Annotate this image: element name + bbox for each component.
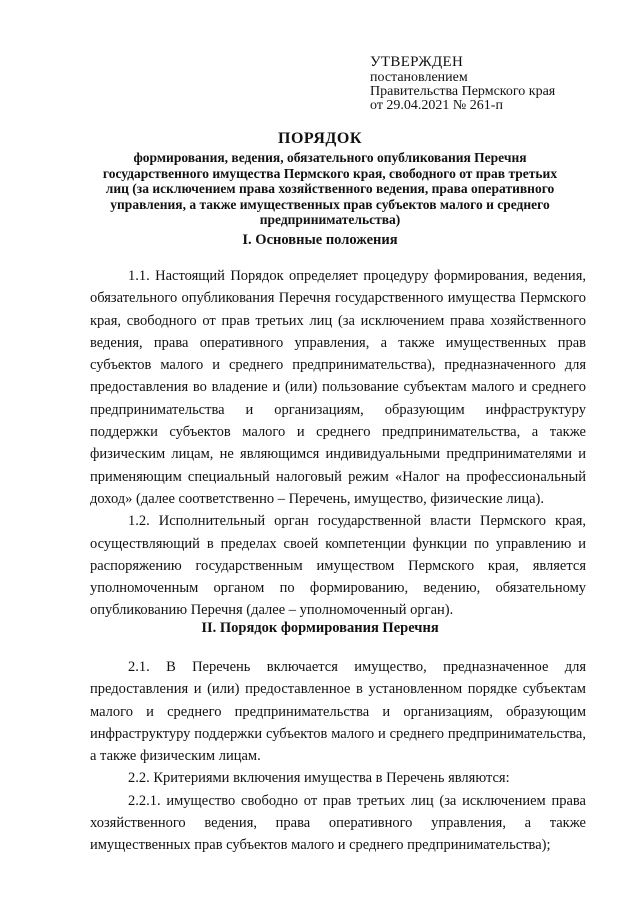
section-2-heading: II. Порядок формирования Перечня: [201, 620, 439, 636]
approval-heading: УТВЕРЖДЕН: [370, 54, 464, 70]
paragraph-1-1: 1.1. Настоящий Порядок определяет процедуру формирования, ведения, обязательного опубликования Перечня государственного имущества Пермского края, свободного от прав третьих лиц (за исключением права хозяйственного ведения, права оперативного управления, а также имущественных прав субъектов малого и среднего предпринимательства), предназначенного для предоставления во владение и (или) пользование субъектам малого и среднего предпринимательства и организациям, образующим инфраструктуру поддержки субъектов малого и среднего предпринимательства, а также физическим лицам, не являющимся индивидуальными предпринимателями и применяющим специальный налоговый режим «Налог на профессиональный доход» (далее соответственно – Перечень, имущество, физические лица).: [90, 268, 586, 507]
approval-stamp: [370, 55, 555, 113]
document-subtitle: формирования, ведения, обязательного опубликования Перечня государственного имущества Пермского края, свободного от прав третьих лиц (за исключением права хозяйственного ведения, права оперативного управления, а также имущественных прав субъектов малого и среднего предпринимательства): [102, 150, 558, 227]
approval-line-2: Правительства Пермского края: [370, 84, 556, 99]
approval-line-3: от 29.04.2021 № 261-п: [370, 98, 503, 113]
section-1-body: [90, 265, 586, 622]
section-2-body: [90, 656, 586, 857]
paragraph-2-2-1: 2.2.1. имущество свободно от прав третьих лиц (за исключением права хозяйственного ведения, права оперативного управления, а также имущественных прав субъектов малого и среднего предпринимательства);: [90, 792, 586, 854]
section-1-heading: I. Основные положения: [242, 232, 398, 248]
approval-line-1: постановлением: [370, 70, 468, 85]
paragraph-1-2: 1.2. Исполнительный орган государственной власти Пермского края, осуществляющий в пределах своей компетенции функции по управлению и распоряжению государственным имуществом Пермского края, является уполномоченным органом по формированию, ведению, обязательному опубликованию Перечня (далее – уполномоченный орган).: [90, 513, 586, 619]
document-title: ПОРЯДОК: [278, 130, 362, 147]
paragraph-2-1: 2.1. В Перечень включается имущество, предназначенное для предоставления и (или) предоставленное в установленном порядке субъектам малого и среднего предпринимательства и организациям, образующим инфраструктуру поддержки субъектов малого и среднего предпринимательства, а также физическим лицам.: [90, 659, 586, 765]
paragraph-2-2: 2.2. Критериями включения имущества в Перечень являются:: [128, 770, 510, 787]
